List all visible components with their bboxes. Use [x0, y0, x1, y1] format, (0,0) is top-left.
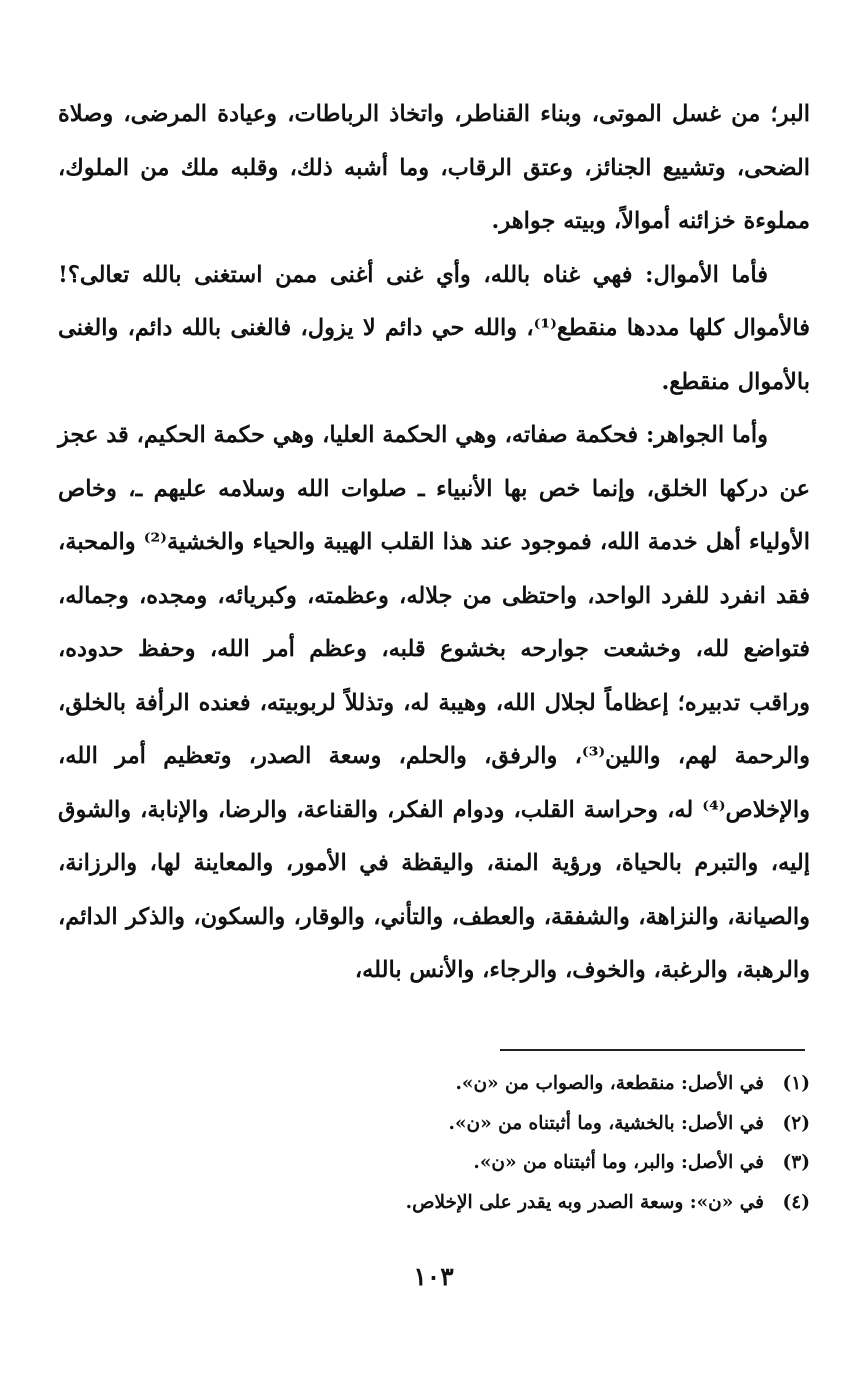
footnote-3 [58, 1143, 810, 1183]
footnotes [58, 1064, 810, 1222]
paragraph-1: البر؛ من غسل الموتى، وبناء القناطر، واتخاذ الرباطات، وعيادة المرضى، وصلاة الضحى، وتشييع الجنائز، وعتق الرقاب، وما أشبه ذلك، وقلبه ملك من الملوك، مملوءة خزائنه أموالاً، وبيته جواهر. [58, 101, 810, 234]
footnote-number: (٤) [782, 1191, 810, 1213]
footnote-number: (١) [782, 1073, 810, 1094]
footnote-separator [500, 1049, 805, 1051]
footnote-text: في «ن»: وسعة الصدر وبه يقدر على الإخلاص. [405, 1191, 764, 1213]
paragraph-3: وأما الجواهر: فحكمة صفاته، وهي الحكمة العليا، وهي حكمة الحكيم، قد عجز عن دركها الخلق، وإنما خص بها الأنبياء ـ صلوات الله وسلامه عليهم ـ، وخاص الأولياء أهل خدمة الله، فموجود عند هذا القلب الهيبة والحياء والخشية⁽²⁾ والمحبة، فقد انفرد للفرد الواحد، واحتظى من جلاله، وعظمته، وكبريائه، ومجده، وجماله، فتواضع لله، وخشعت جوارحه بخشوع قلبه، وعظم أمر الله، وحفظ حدوده، وراقب تدبيره؛ إعظاماً لجلال الله، وهيبة له، وتذللاً لربوبيته، فعنده الرأفة بالخلق، والرحمة لهم، واللين⁽³⁾، والرفق، والحلم، وسعة الصدر، وتعظيم أمر الله، والإخلاص⁽⁴⁾ له، وحراسة القلب، ودوام الفكر، والقناعة، والرضا، والإنابة، والشوق إليه، والتبرم بالحياة، ورؤية المنة، واليقظة في الأمور، والمعاينة لها، والرزانة، والصيانة، والنزاهة، والشفقة، والعطف، والتأني، والوقار، والسكون، والذكر الدائم، والرهبة، والرغبة، والخوف، والرجاء، والأنس بالله، [58, 422, 810, 983]
footnote-2 [58, 1104, 810, 1144]
paragraph-2: فأما الأموال: فهي غناه بالله، وأي غنى أغنى ممن استغنى بالله تعالى؟! فالأموال كلها مددها منقطع⁽¹⁾، والله حي دائم لا يزول، فالغنى بالله دائم، والغنى بالأموال منقطع. [58, 261, 810, 395]
footnote-text: في الأصل: بالخشية، وما أثبتناه من «ن». [448, 1112, 764, 1134]
footnote-text: في الأصل: منقطعة، والصواب من «ن». [455, 1073, 764, 1094]
footnote-number: (٣) [782, 1152, 810, 1173]
footnote-number: (٢) [782, 1112, 810, 1134]
page-number: ١٠٣ [413, 1262, 454, 1291]
footnote-4 [58, 1183, 810, 1223]
footnote-text: في الأصل: والبر، وما أثبتناه من «ن». [473, 1152, 764, 1173]
main-text [58, 88, 810, 998]
footnote-1 [58, 1064, 810, 1104]
